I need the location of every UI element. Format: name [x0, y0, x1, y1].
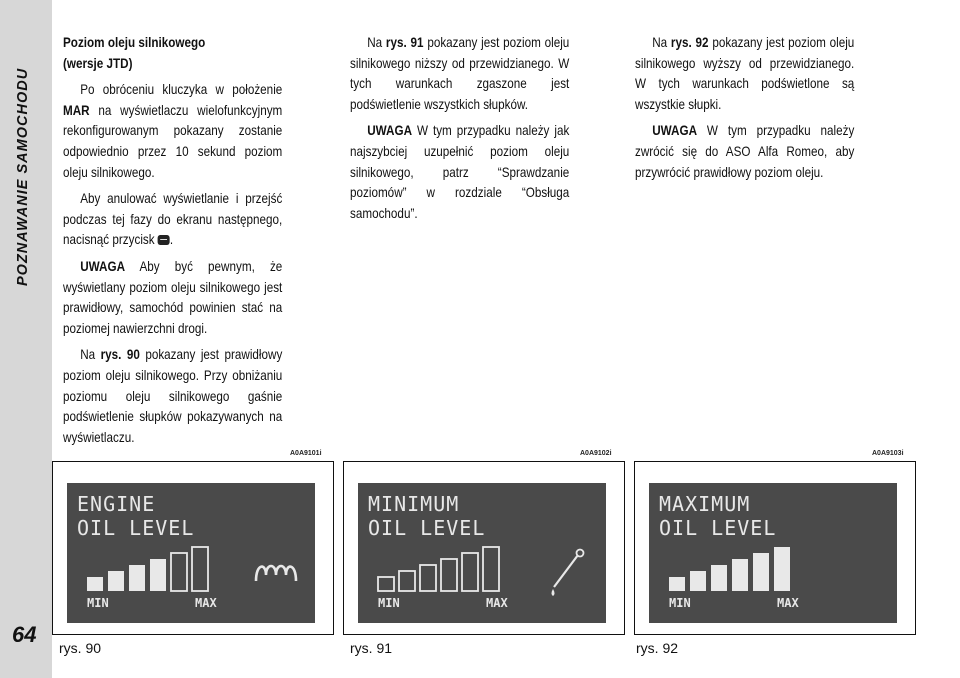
oil-level-bar — [483, 547, 499, 591]
lcd-line-2: OIL LEVEL — [659, 516, 777, 540]
page-number: 64 — [12, 622, 37, 647]
paragraph: Po obróceniu kluczyka w położenie MAR na wyświetlaczu wielofunkcyjnym rekonfigurowanym pokazany zostanie odpowiednio przez 10 sekund poziom oleju silnikowego. — [63, 82, 283, 180]
section-subheading: (wersje JTD) — [63, 55, 133, 71]
oil-level-bar — [192, 547, 208, 591]
paragraph: UWAGA W tym przypadku należy zwrócić się do ASO Alfa Romeo, aby przywrócić prawidłowy poziom oleju. — [635, 123, 855, 180]
min-label: MIN — [669, 596, 691, 610]
oil-level-bar — [462, 553, 478, 591]
text-column-1 — [63, 33, 282, 454]
min-label: MIN — [87, 596, 109, 610]
figure-panel-91 — [343, 461, 625, 635]
oil-level-bar — [669, 577, 685, 591]
figure-caption: rys. 92 — [636, 640, 679, 656]
lcd-line-1: MINIMUM — [368, 492, 460, 516]
mode-button-icon — [158, 235, 170, 245]
lcd-line-2: OIL LEVEL — [77, 516, 195, 540]
lcd-line-2: OIL LEVEL — [368, 516, 486, 540]
text-column-3 — [635, 33, 854, 189]
min-label: MIN — [378, 596, 400, 610]
oil-level-bar — [711, 565, 727, 591]
paragraph: UWAGA Aby być pewnym, że wyświetlany poziom oleju silnikowego jest prawidłowy, samochód powinien stać na poziomej nawierzchni drogi. — [63, 258, 283, 336]
max-label: MAX — [777, 596, 799, 610]
lcd-screen — [358, 483, 606, 623]
oil-level-bar — [441, 559, 457, 591]
lcd-line-1: ENGINE — [77, 492, 156, 516]
paragraph: Aby anulować wyświetlanie i przejść podczas tej fazy do ekranu następnego, nacisnąć przycisk . — [63, 191, 283, 248]
figure-caption: rys. 90 — [59, 640, 102, 656]
figure-code: A0A9101i — [290, 450, 322, 457]
oil-level-bar — [774, 547, 790, 591]
figure-panel-90 — [52, 461, 334, 635]
figure-code: A0A9103i — [872, 450, 904, 457]
glow-plug-coil-icon — [253, 557, 301, 587]
oil-level-bar — [108, 571, 124, 591]
oil-level-bar — [87, 577, 103, 591]
lcd-screen — [649, 483, 897, 623]
max-label: MAX — [486, 596, 508, 610]
oil-level-bar — [732, 559, 748, 591]
oil-level-bar — [171, 553, 187, 591]
oil-level-bar — [150, 559, 166, 591]
paragraph: Na rys. 90 pokazany jest prawidłowy poziom oleju silnikowego. Przy obniżaniu poziomu oleju silnikowego gaśnie podświetlenie słupków pokazywanych na wyświetlaczu. — [63, 347, 283, 445]
text-column-2 — [350, 33, 569, 230]
figure-panel-92 — [634, 461, 916, 635]
oil-level-bar — [399, 571, 415, 591]
oil-level-bar — [378, 577, 394, 591]
figure-code: A0A9102i — [580, 450, 612, 457]
figure-caption: rys. 91 — [350, 640, 393, 656]
paragraph: UWAGA W tym przypadku należy jak najszybciej uzupełnić poziom oleju silnikowego, patrz “Sprawdzanie poziomów” w rozdziale “Obsługa samochodu”. — [350, 123, 570, 221]
max-label: MAX — [195, 596, 217, 610]
lcd-line-1: MAXIMUM — [659, 492, 751, 516]
oil-level-bar — [690, 571, 706, 591]
oil-level-bar — [129, 565, 145, 591]
dipstick-icon — [548, 547, 588, 597]
oil-level-bar — [420, 565, 436, 591]
lcd-screen — [67, 483, 315, 623]
section-title: POZNAWANIE SAMOCHODU — [15, 67, 31, 286]
paragraph: Na rys. 92 pokazany jest poziom oleju silnikowego wyższy od przewidzianego. W tych warunkach podświetlone są wszystkie słupki. — [635, 35, 855, 112]
paragraph: Na rys. 91 pokazany jest poziom oleju silnikowego niższy od przewidzianego. W tych warunkach zgaszone jest podświetlenie wszystkich słupków. — [350, 35, 570, 112]
oil-level-bar — [753, 553, 769, 591]
section-heading: Poziom oleju silnikowego — [63, 35, 206, 50]
